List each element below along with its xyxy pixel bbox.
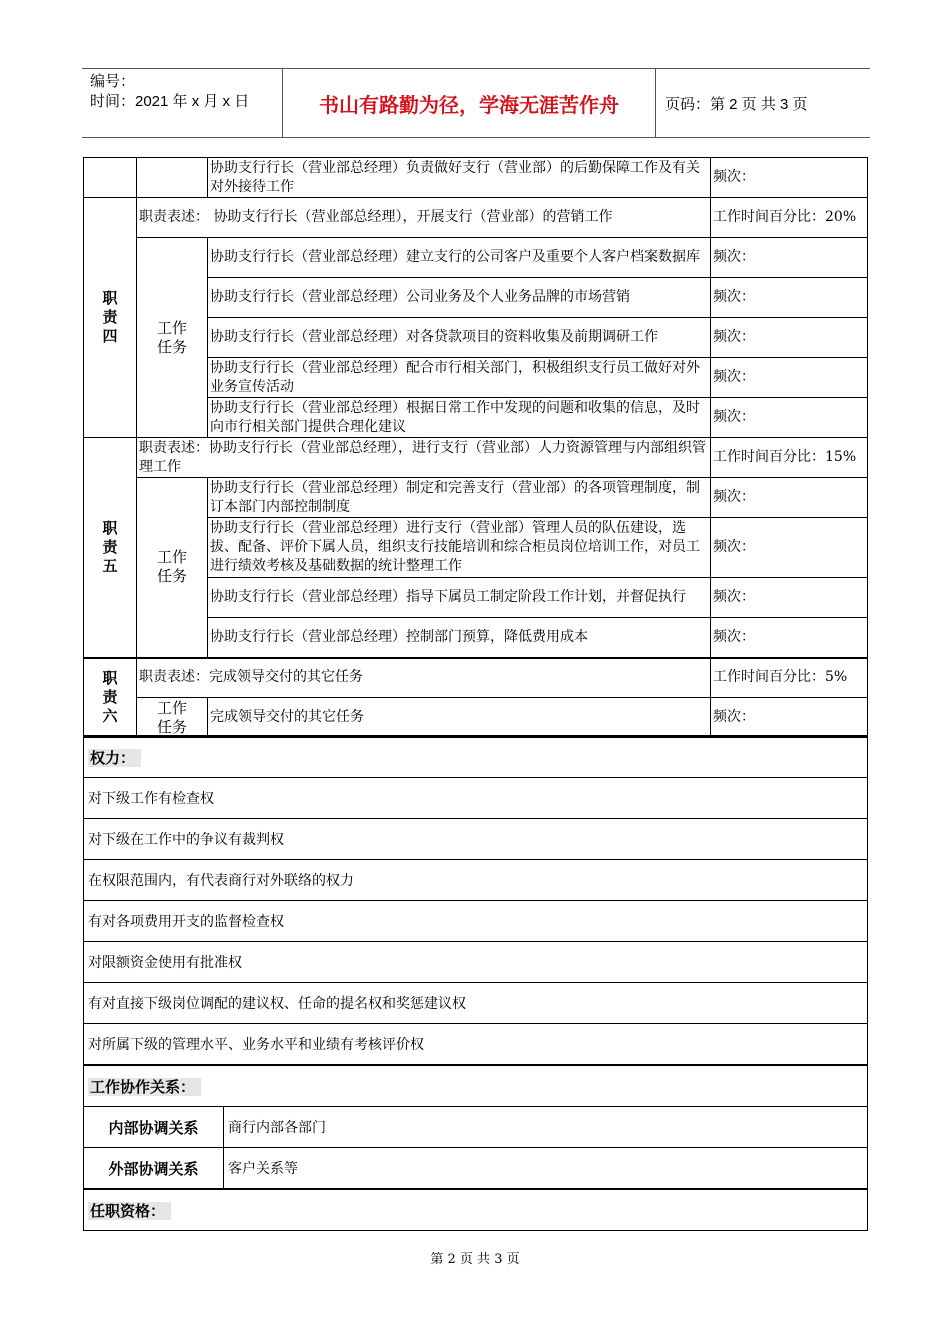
table-row xyxy=(84,238,868,278)
section-row xyxy=(84,736,868,778)
page-footer: 第 2 页 共 3 页 xyxy=(430,1252,520,1267)
duty-title-text: 职责五 xyxy=(102,518,118,575)
code-label: 编号： xyxy=(90,73,136,90)
task-text: 协助支行行长（营业部总经理）建立支行的公司客户及重要个人客户档案数据库 xyxy=(208,238,711,278)
task-text: 协助支行行长（营业部总经理）对各贷款项目的资料收集及前期调研工作 xyxy=(208,318,711,358)
task-frequency: 频次： xyxy=(711,358,868,398)
task-text: 协助支行行长（营业部总经理）公司业务及个人业务品牌的市场营销 xyxy=(208,278,711,318)
power-item: 有对各项费用开支的监督检查权 xyxy=(84,901,868,942)
internal-relation-label: 内部协调关系 xyxy=(84,1107,224,1148)
duty-title-cell xyxy=(84,158,137,198)
duty-time-percent: 工作时间百分比：15% xyxy=(711,438,868,478)
external-relation-value: 客户关系等 xyxy=(224,1148,868,1190)
page-header xyxy=(82,68,870,138)
task-text: 协助支行行长（营业部总经理）进行支行（营业部）管理人员的队伍建设，选拔、配备、评价下属人员，组织支行技能培训和综合柜员岗位培训工作，对员工进行绩效考核及基础数据的统计整理工作 xyxy=(208,518,711,578)
task-frequency: 频次： xyxy=(711,398,868,438)
task-frequency: 频次： xyxy=(711,278,868,318)
table-row xyxy=(84,698,868,738)
power-item: 对下级在工作中的争议有裁判权 xyxy=(84,819,868,860)
duty-title xyxy=(84,198,137,438)
table-row xyxy=(84,478,868,518)
table-row xyxy=(84,198,868,238)
task-label-cell xyxy=(137,158,208,198)
duty-description: 职责表述：完成领导交付的其它任务 xyxy=(137,658,711,698)
list-item xyxy=(84,819,868,860)
task-frequency: 频次： xyxy=(711,618,868,658)
task-label: 工作任务 xyxy=(137,698,208,738)
task-text: 协助支行行长（营业部总经理）配合市行相关部门，积极组织支行员工做好对外业务宣传活动 xyxy=(208,358,711,398)
task-text: 协助支行行长（营业部总经理）控制部门预算，降低费用成本 xyxy=(208,618,711,658)
header-page-number: 页码：第 2 页 共 3 页 xyxy=(665,95,808,113)
duty-description: 职责表述：协助支行行长（营业部总经理），进行支行（营业部）人力资源管理与内部组织管理工作 xyxy=(137,438,711,478)
power-item: 对下级工作有检查权 xyxy=(84,778,868,819)
internal-relation-value: 商行内部各部门 xyxy=(224,1107,868,1148)
duty-time-percent: 工作时间百分比：5% xyxy=(711,658,868,698)
powers-heading: 权力： xyxy=(84,736,868,778)
duty-title-text: 职责四 xyxy=(102,289,118,345)
power-item: 对所属下级的管理水平、业务水平和业绩有考核评价权 xyxy=(84,1024,868,1066)
power-item: 在权限范围内，有代表商行对外联络的权力 xyxy=(84,860,868,901)
task-frequency: 频次： xyxy=(711,578,868,618)
header-motto: 书山有路勤为径，学海无涯苦作舟 xyxy=(282,69,656,137)
section-row xyxy=(84,1065,868,1107)
list-item xyxy=(84,860,868,901)
table-row xyxy=(84,158,868,198)
list-item xyxy=(84,778,868,819)
qualification-heading: 任职资格： xyxy=(84,1189,868,1231)
task-text: 完成领导交付的其它任务 xyxy=(208,698,711,738)
duty-title xyxy=(84,658,137,738)
table-row xyxy=(84,1107,868,1148)
duty-title xyxy=(84,438,137,658)
table-row xyxy=(84,438,868,478)
external-relation-label: 外部协调关系 xyxy=(84,1148,224,1190)
task-frequency: 频次： xyxy=(711,698,868,738)
time-label: 时间：2021 年 x 月 x 日 xyxy=(90,93,250,110)
duties-table xyxy=(83,157,868,738)
task-label: 工作任务 xyxy=(137,478,208,658)
list-item xyxy=(84,983,868,1024)
table-row xyxy=(84,658,868,698)
section-row xyxy=(84,1189,868,1231)
task-text: 协助支行行长（营业部总经理）指导下属员工制定阶段工作计划，并督促执行 xyxy=(208,578,711,618)
task-frequency: 频次： xyxy=(711,518,868,578)
task-frequency: 频次： xyxy=(711,158,868,198)
power-item: 对限额资金使用有批准权 xyxy=(84,942,868,983)
powers-table xyxy=(83,735,868,1231)
duty-time-percent: 工作时间百分比：20% xyxy=(711,198,868,238)
table-row xyxy=(84,1148,868,1190)
task-label: 工作任务 xyxy=(137,238,208,438)
task-frequency: 频次： xyxy=(711,478,868,518)
cooperation-heading: 工作协作关系： xyxy=(84,1065,868,1107)
task-frequency: 频次： xyxy=(711,238,868,278)
task-frequency: 频次： xyxy=(711,318,868,358)
list-item xyxy=(84,942,868,983)
duty-description: 职责表述： 协助支行行长（营业部总经理），开展支行（营业部）的营销工作 xyxy=(137,198,711,238)
list-item xyxy=(84,901,868,942)
power-item: 有对直接下级岗位调配的建议权、任命的提名权和奖惩建议权 xyxy=(84,983,868,1024)
task-text: 协助支行行长（营业部总经理）根据日常工作中发现的问题和收集的信息，及时向市行相关部门提供合理化建议 xyxy=(208,398,711,438)
header-meta xyxy=(82,69,282,137)
task-text: 协助支行行长（营业部总经理）负责做好支行（营业部）的后勤保障工作及有关对外接待工作 xyxy=(208,158,711,198)
duty-title-text: 职责六 xyxy=(102,669,118,726)
list-item xyxy=(84,1024,868,1066)
task-text: 协助支行行长（营业部总经理）制定和完善支行（营业部）的各项管理制度，制订本部门内部控制制度 xyxy=(208,478,711,518)
